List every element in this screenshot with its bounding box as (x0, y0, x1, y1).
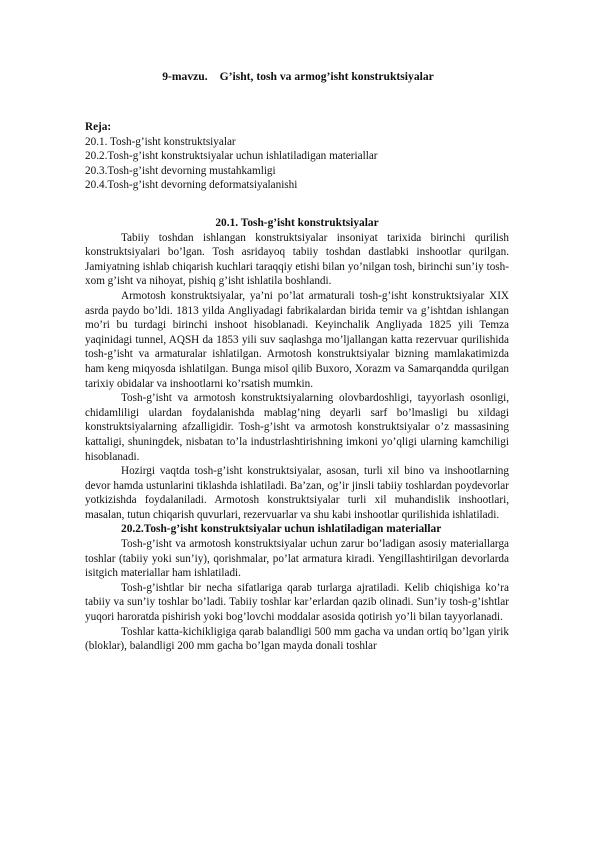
paragraph: Tosh-g’isht va armotosh konstruktsiyalarning olovbardoshligi, tayyorlash osonligi, chidamliligi ulardan foydalanishda mablag’ning deyarli sarf bo’lmasligi bu xildagi konstruktsiyalarning afzalligidir. Tosh-g’isht va armotosh konstruktsiyalar o’z massasining kattaligi, shuningdek, nisbatan to’la industrlashtirishning imkoni yo’qligi ularning kamchiligi hisoblanadi. (85, 392, 509, 463)
paragraph: Hozirgi vaqtda tosh-g’isht konstruktsiyalar, asosan, turli xil bino va inshootlarning devor hamda ustunlarini tiklashda ishlatiladi. Ba’zan, og’ir jinsli tabiiy toshlardan poydevorlar yotkizishda foydalaniladi. Armotosh konstruktsiyalar turli xil muhandislik inshootlari, masalan, tutun chiqarish quvurlari, rezervuarlar va shu kabi inshootlar qurilishida ishlatiladi. (85, 465, 509, 521)
topic-title: G’isht, tosh va armog’isht konstruktsiyalar (219, 70, 434, 83)
plan-item: 20.4.Tosh-g’isht devorning deformatsiyalanishi (85, 179, 298, 192)
paragraph: Toshlar katta-kichikligiga qarab balandligi 500 mm gacha va undan ortiq bo’lgan yirik (bloklar), balandligi 200 mm gacha bo’lgan mayda donali toshlar (85, 625, 509, 653)
paragraph: Armotosh konstruktsiyalar, ya’ni po’lat armaturali tosh-g’isht konstruktsiyalar XIX asrda paydo bo’ldi. 1813 yilda Angliyadagi fabrikalardan birida temir va g’ishtdan ishlangan mo’ri bu turdagi birinchi inshoot hisoblanadi. Keyinchalik Angliyada 1825 yili Temza yaqinidagi tunnel, AQSH da 1853 yili suv saqlashga mo’ljallangan katta rezervuar qurilishida tosh-g’isht va armaturalar ishlatilgan. Armotosh konstruktsiyalar bizning mamlakatimizda ham keng miqyosda ishlatilgan. Bunga misol qilib Buxoro, Xorazm va Samarqandda qurilgan tarixiy obidalar va inshootlarni ko’rsatish mumkin. (85, 289, 509, 390)
section-heading-20-2: 20.2.Tosh-g’isht konstruktsiyalar uchun ishlatiladigan materiallar (121, 523, 442, 536)
plan-heading: Reja: (85, 121, 112, 133)
plan-list (85, 120, 515, 193)
topic-number: 9-mavzu. (162, 70, 208, 83)
document-body (85, 216, 509, 654)
plan-item: 20.2.Tosh-g’isht konstruktsiyalar uchun ishlatiladigan materiallar (85, 150, 378, 163)
paragraph: Tabiiy toshdan ishlangan konstruktsiyalar insoniyat tarixida birinchi qurilish konstruktsiyalari bo’lgan. Tosh asridayoq tabiiy toshdan dastlabki inshootlar qurilgan. Jamiyatning ishlab chiqarish kuchlari taraqqiy etishi bilan yo’nilgan tosh, birinchi sun’iy tosh-xom g’isht va nihoyat, pishiq g’isht ishlatila boshlandi. (85, 231, 509, 288)
paragraph: Tosh-g’ishtlar bir necha sifatlariga qarab turlarga ajratiladi. Kelib chiqishiga ko’ra tabiiy va sun’iy toshlar bo’ladi. Tabiiy toshlar kar’erlardan qazib olinadi. Sun’iy tosh-g’ishtlar yuqori haroratda pishirish yoki bog’lovchi moddalar asosida qotirish yo’li bilan tayyorlanadi. (85, 581, 509, 624)
paragraph: Tosh-g’isht va armotosh konstruktsiyalar uchun zarur bo’ladigan asosiy materiallarga toshlar (tabiiy yoki sun’iy), qorishmalar, po’lat armatura kiradi. Yengillashtirilgan devorlarda isitgich materiallar ham ishlatiladi. (85, 538, 509, 580)
page-title (0, 70, 596, 84)
plan-item: 20.3.Tosh-g’isht devorning mustahkamligi (85, 164, 276, 177)
plan-item: 20.1. Tosh-g’isht konstruktsiyalar (85, 135, 236, 148)
section-heading-20-1: 20.1. Tosh-g’isht konstruktsiyalar (215, 217, 379, 229)
